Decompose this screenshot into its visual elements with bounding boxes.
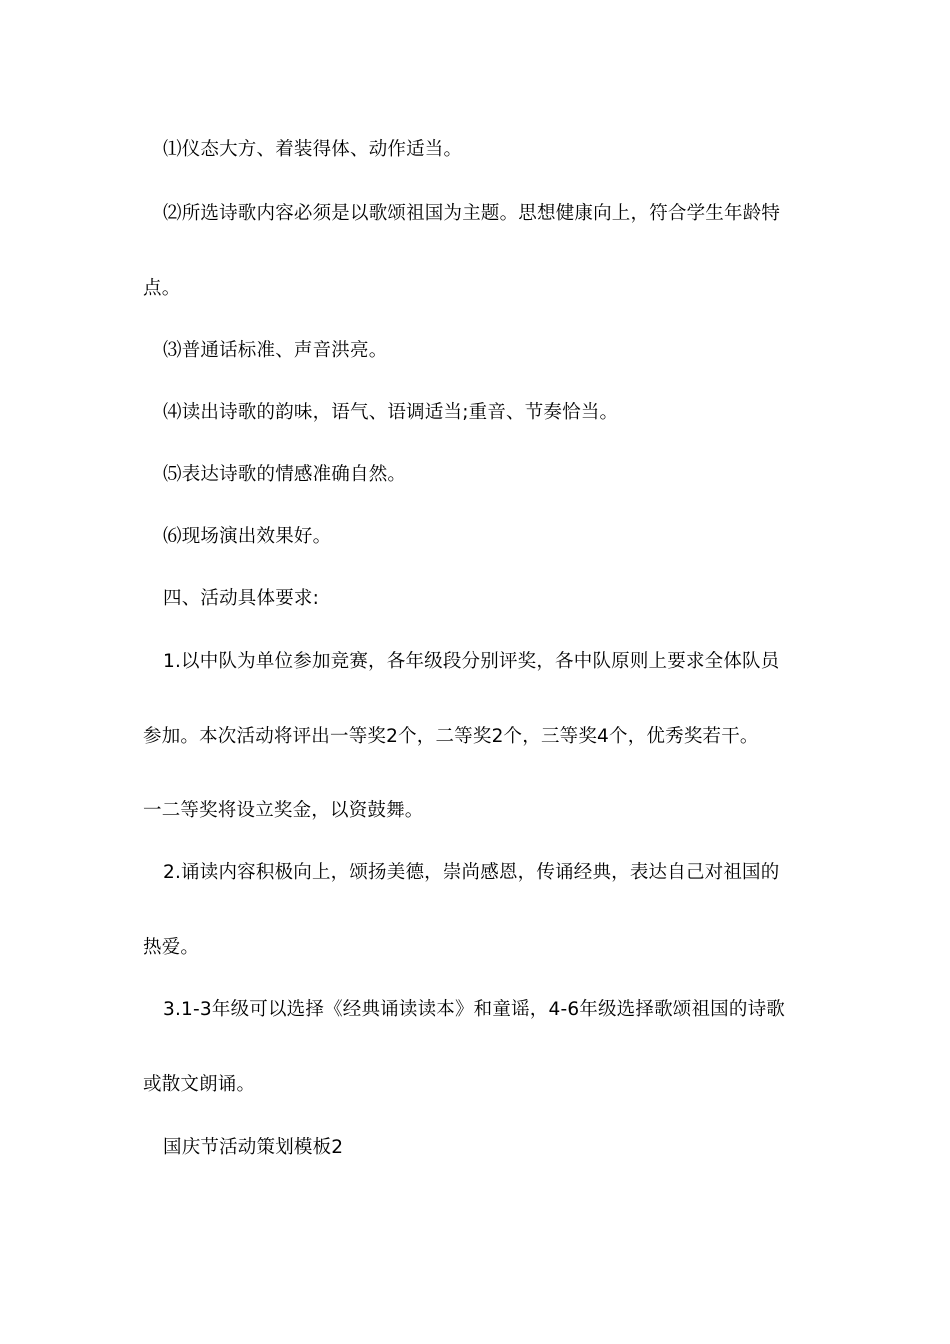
requirement-1-continued-2: 一二等奖将设立奖金，以资鼓舞。: [143, 800, 424, 821]
criterion-6: ⑹现场演出效果好。: [163, 526, 332, 547]
criterion-2: ⑵所选诗歌内容必须是以歌颂祖国为主题。思想健康向上，符合学生年龄特: [163, 203, 781, 224]
requirement-2: 2.诵读内容积极向上，颂扬美德，崇尚感恩，传诵经典，表达自己对祖国的: [163, 862, 780, 883]
requirement-3: 3.1-3年级可以选择《经典诵读读本》和童谣，4-6年级选择歌颂祖国的诗歌: [163, 999, 785, 1020]
requirement-1: 1.以中队为单位参加竞赛，各年级段分别评奖，各中队原则上要求全体队员: [163, 651, 780, 672]
criterion-2-continued: 点。: [143, 278, 181, 299]
requirement-2-continued: 热爱。: [143, 937, 200, 958]
section-heading: 四、活动具体要求:: [163, 588, 320, 609]
requirement-3-continued: 或散文朗诵。: [143, 1074, 256, 1095]
criterion-4: ⑷读出诗歌的韵味，语气、语调适当;重音、节奏恰当。: [163, 402, 619, 423]
criterion-1: ⑴仪态大方、着装得体、动作适当。: [163, 139, 463, 160]
requirement-1-continued: 参加。本次活动将评出一等奖2个，二等奖2个，三等奖4个，优秀奖若干。: [143, 726, 759, 747]
template-title: 国庆节活动策划模板2: [163, 1137, 344, 1158]
criterion-5: ⑸表达诗歌的情感准确自然。: [163, 464, 407, 485]
criterion-3: ⑶普通话标准、声音洪亮。: [163, 340, 388, 361]
